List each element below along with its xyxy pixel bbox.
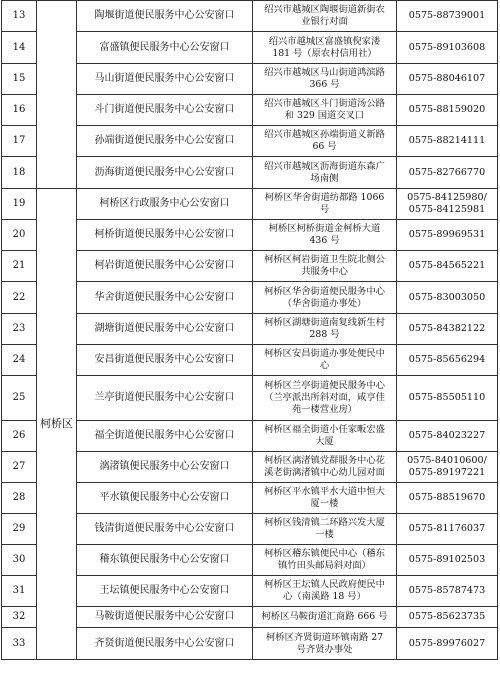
row-number: 19 — [2, 189, 37, 220]
phone-number: 0575-89976027 — [408, 637, 486, 649]
table-row — [2, 314, 498, 345]
phone-number: 0575-85787473 — [408, 585, 486, 596]
row-number: 33 — [2, 628, 37, 660]
address-cell — [253, 32, 397, 64]
window-name: 陶堰街道便民服务中心公安窗口 — [77, 1, 253, 32]
service-window-table — [1, 0, 498, 660]
phone-cell — [397, 220, 498, 251]
row-number: 17 — [2, 126, 37, 157]
address-line: 绍兴市越城区斗门街道汤公路 — [264, 98, 385, 109]
phone-number: 0575-85505110 — [408, 392, 486, 403]
address-cell — [253, 483, 397, 514]
address-cell — [253, 514, 397, 545]
address-line: 288 号 — [309, 329, 340, 340]
row-number: 25 — [2, 376, 37, 421]
address-cell — [253, 251, 397, 282]
phone-number: 0575-89197221 — [408, 467, 486, 478]
phone-cell — [397, 376, 498, 421]
phone-number: 0575-84382122 — [408, 323, 486, 334]
phone-cell — [397, 126, 498, 157]
row-number: 31 — [2, 576, 37, 607]
window-name: 平水镇便民服务中心公安窗口 — [77, 483, 253, 514]
table-row — [2, 189, 498, 220]
address-line: 柯桥区安昌街道办事处便民中 — [264, 348, 385, 359]
phone-cell — [397, 251, 498, 282]
phone-cell — [397, 1, 498, 32]
address-line: 柯桥区钱清镇二环路兴发大厦 — [264, 517, 385, 528]
address-line: 柯桥区王坛镇人民政府便民中 — [264, 579, 385, 590]
row-number: 30 — [2, 545, 37, 576]
address-line: 柯桥区兰亭街道便民服务中心 — [264, 380, 385, 391]
phone-number: 0575-85623735 — [408, 611, 486, 622]
table-row — [2, 545, 498, 576]
address-line: 大厦 — [315, 436, 334, 447]
row-number: 24 — [2, 345, 37, 376]
phone-number: 0575-85656294 — [408, 354, 486, 365]
address-line: 66 号 — [312, 141, 337, 152]
phone-number: 0575-88739001 — [408, 10, 486, 21]
address-line: 溪老街漓渚镇中心幼儿园对面 — [264, 467, 385, 478]
address-line: 柯桥区华舍街道纺都路 1066 — [264, 192, 385, 203]
row-number: 21 — [2, 251, 37, 282]
phone-number: 0575-84010600/ — [407, 455, 487, 466]
table-row — [2, 64, 498, 95]
table-row — [2, 421, 498, 452]
window-name: 漓渚镇便民服务中心公安窗口 — [77, 452, 253, 483]
table-row — [2, 220, 498, 251]
district-cell-upper — [37, 1, 77, 189]
table-row — [2, 95, 498, 126]
address-line: 苑一楼营业房） — [291, 404, 358, 415]
window-name: 湖塘街道便民服务中心公安窗口 — [77, 314, 253, 345]
phone-number: 0575-88046107 — [408, 73, 486, 84]
phone-number: 0575-82766770 — [408, 166, 486, 178]
address-cell — [253, 189, 397, 220]
address-line: 绍兴市越城区陶堰街道新街农 — [264, 4, 385, 15]
table-row — [2, 1, 498, 32]
address-line: 柯桥区福全街道小任家畈宏盛 — [264, 424, 385, 435]
address-line: 业银行对面 — [301, 16, 348, 27]
address-line: 柯桥区稽东镇便民中心（稽东 — [264, 548, 385, 559]
window-name: 齐贤街道便民服务中心公安窗口 — [77, 628, 253, 660]
phone-cell — [397, 314, 498, 345]
phone-cell — [397, 282, 498, 314]
row-number: 18 — [2, 157, 37, 189]
row-number: 23 — [2, 314, 37, 345]
address-cell — [253, 220, 397, 251]
address-line: 366 号 — [309, 79, 340, 90]
window-name: 柯桥区行政服务中心公安窗口 — [77, 189, 253, 220]
window-name: 富盛镇便民服务中心公安窗口 — [77, 32, 253, 64]
window-name: 孙端街道便民服务中心公安窗口 — [77, 126, 253, 157]
address-line: 场南侧 — [310, 172, 339, 184]
row-number: 22 — [2, 282, 37, 314]
row-number: 14 — [2, 32, 37, 64]
address-line: 柯桥区柯岩街道卫生院北侧公 — [264, 254, 385, 265]
address-cell — [253, 95, 397, 126]
row-number: 32 — [2, 607, 37, 628]
address-line: 柯桥区平水镇平水大道中恒大 — [264, 486, 385, 497]
address-line: 柯桥区柯桥街道金柯桥大道 — [268, 223, 381, 234]
address-cell — [253, 126, 397, 157]
window-name: 马山街道便民服务中心公安窗口 — [77, 64, 253, 95]
address-line: 181 号（原农村信用社） — [272, 47, 377, 59]
address-line: （华舍街道办事处） — [282, 297, 367, 309]
address-line: 绍兴市越城区富盛镇倪家溇 — [268, 35, 381, 47]
table-row — [2, 452, 498, 483]
address-cell — [253, 607, 397, 628]
row-number: 13 — [2, 1, 37, 32]
window-name: 沥海街道便民服务中心公安窗口 — [77, 157, 253, 189]
table-row — [2, 157, 498, 189]
phone-number: 0575-84023227 — [408, 430, 486, 441]
address-cell — [253, 376, 397, 421]
address-line: 心（南溪路 18 号） — [283, 591, 366, 602]
table-row — [2, 251, 498, 282]
table-row — [2, 607, 498, 628]
phone-number: 0575-84125981 — [408, 204, 486, 215]
address-line: 柯桥区马鞍街道汇商路 666 号 — [261, 611, 388, 622]
phone-number: 0575-81176037 — [408, 523, 486, 534]
row-number: 20 — [2, 220, 37, 251]
address-cell — [253, 157, 397, 189]
address-line: 柯桥区华舍街道便民服务中心 — [264, 285, 385, 297]
address-line: 和 329 国道交叉口 — [284, 110, 365, 121]
window-name: 柯桥街道便民服务中心公安窗口 — [77, 220, 253, 251]
phone-cell — [397, 452, 498, 483]
phone-cell — [397, 628, 498, 660]
address-line: 号 — [319, 204, 330, 215]
address-line: 436 号 — [309, 235, 340, 246]
window-name: 兰亭街道便民服务中心公安窗口 — [77, 376, 253, 421]
table-row — [2, 483, 498, 514]
row-number: 29 — [2, 514, 37, 545]
table-row — [2, 126, 498, 157]
address-line: 柯桥区湖塘街道南复线新生村 — [264, 317, 385, 328]
phone-cell — [397, 32, 498, 64]
phone-number: 0575-89103608 — [408, 41, 486, 53]
phone-number: 0575-88159020 — [408, 104, 486, 115]
phone-number: 0575-84125980/ — [407, 192, 487, 203]
table-row — [2, 345, 498, 376]
row-number: 27 — [2, 452, 37, 483]
row-number: 15 — [2, 64, 37, 95]
phone-cell — [397, 421, 498, 452]
address-cell — [253, 314, 397, 345]
row-number: 26 — [2, 421, 37, 452]
window-name: 斗门街道便民服务中心公安窗口 — [77, 95, 253, 126]
phone-number: 0575-88214111 — [408, 135, 486, 146]
window-name: 稽东镇便民服务中心公安窗口 — [77, 545, 253, 576]
address-cell — [253, 452, 397, 483]
phone-cell — [397, 483, 498, 514]
address-line: 一楼 — [315, 529, 334, 540]
phone-number: 0575-84565221 — [408, 260, 486, 271]
phone-cell — [397, 189, 498, 220]
table-row — [2, 628, 498, 660]
phone-number: 0575-83003050 — [408, 291, 486, 303]
address-cell — [253, 282, 397, 314]
table-row — [2, 282, 498, 314]
address-cell — [253, 1, 397, 32]
address-line: 共服务中心 — [301, 266, 348, 277]
address-line: 心 — [319, 360, 330, 371]
window-name: 钱清街道便民服务中心公安窗口 — [77, 514, 253, 545]
phone-cell — [397, 576, 498, 607]
window-name: 福全街道便民服务中心公安窗口 — [77, 421, 253, 452]
row-number: 16 — [2, 95, 37, 126]
phone-cell — [397, 514, 498, 545]
window-name: 王坛镇便民服务中心公安窗口 — [77, 576, 253, 607]
address-cell — [253, 64, 397, 95]
address-line: 绍兴市越城区孙端街道义新路 — [264, 129, 385, 140]
address-line: 厦一楼 — [310, 498, 339, 509]
phone-cell — [397, 95, 498, 126]
window-name: 柯岩街道便民服务中心公安窗口 — [77, 251, 253, 282]
district-cell: 柯桥区 — [37, 189, 77, 660]
address-cell — [253, 545, 397, 576]
phone-number: 0575-89969531 — [408, 229, 486, 240]
address-cell — [253, 421, 397, 452]
address-cell — [253, 576, 397, 607]
address-cell — [253, 345, 397, 376]
row-number: 28 — [2, 483, 37, 514]
table-row — [2, 376, 498, 421]
address-line: （兰亭派出所斜对面，咸亨佳 — [264, 392, 385, 403]
table-row — [2, 514, 498, 545]
phone-cell — [397, 607, 498, 628]
address-line: 镇竹田头邮局斜对面） — [278, 560, 371, 571]
window-name: 马鞍街道便民服务中心公安窗口 — [77, 607, 253, 628]
phone-cell — [397, 345, 498, 376]
phone-cell — [397, 545, 498, 576]
phone-cell — [397, 157, 498, 189]
address-line: 绍兴市越城区马山街道鸿滨路 — [264, 67, 385, 78]
phone-cell — [397, 64, 498, 95]
address-cell — [253, 628, 397, 660]
address-line: 柯桥区漓渚镇党群服务中心花 — [264, 455, 385, 466]
address-line: 号齐贤办事处 — [296, 643, 353, 655]
phone-number: 0575-89102503 — [408, 554, 486, 565]
window-name: 安昌街道便民服务中心公安窗口 — [77, 345, 253, 376]
window-name: 华舍街道便民服务中心公安窗口 — [77, 282, 253, 314]
table-row — [2, 32, 498, 64]
address-line: 柯桥区齐贤街道环镇南路 27 — [265, 631, 384, 643]
table-row — [2, 576, 498, 607]
address-line: 绍兴市越城区沥海街道东森广 — [264, 160, 385, 172]
phone-number: 0575-88519670 — [408, 492, 486, 503]
